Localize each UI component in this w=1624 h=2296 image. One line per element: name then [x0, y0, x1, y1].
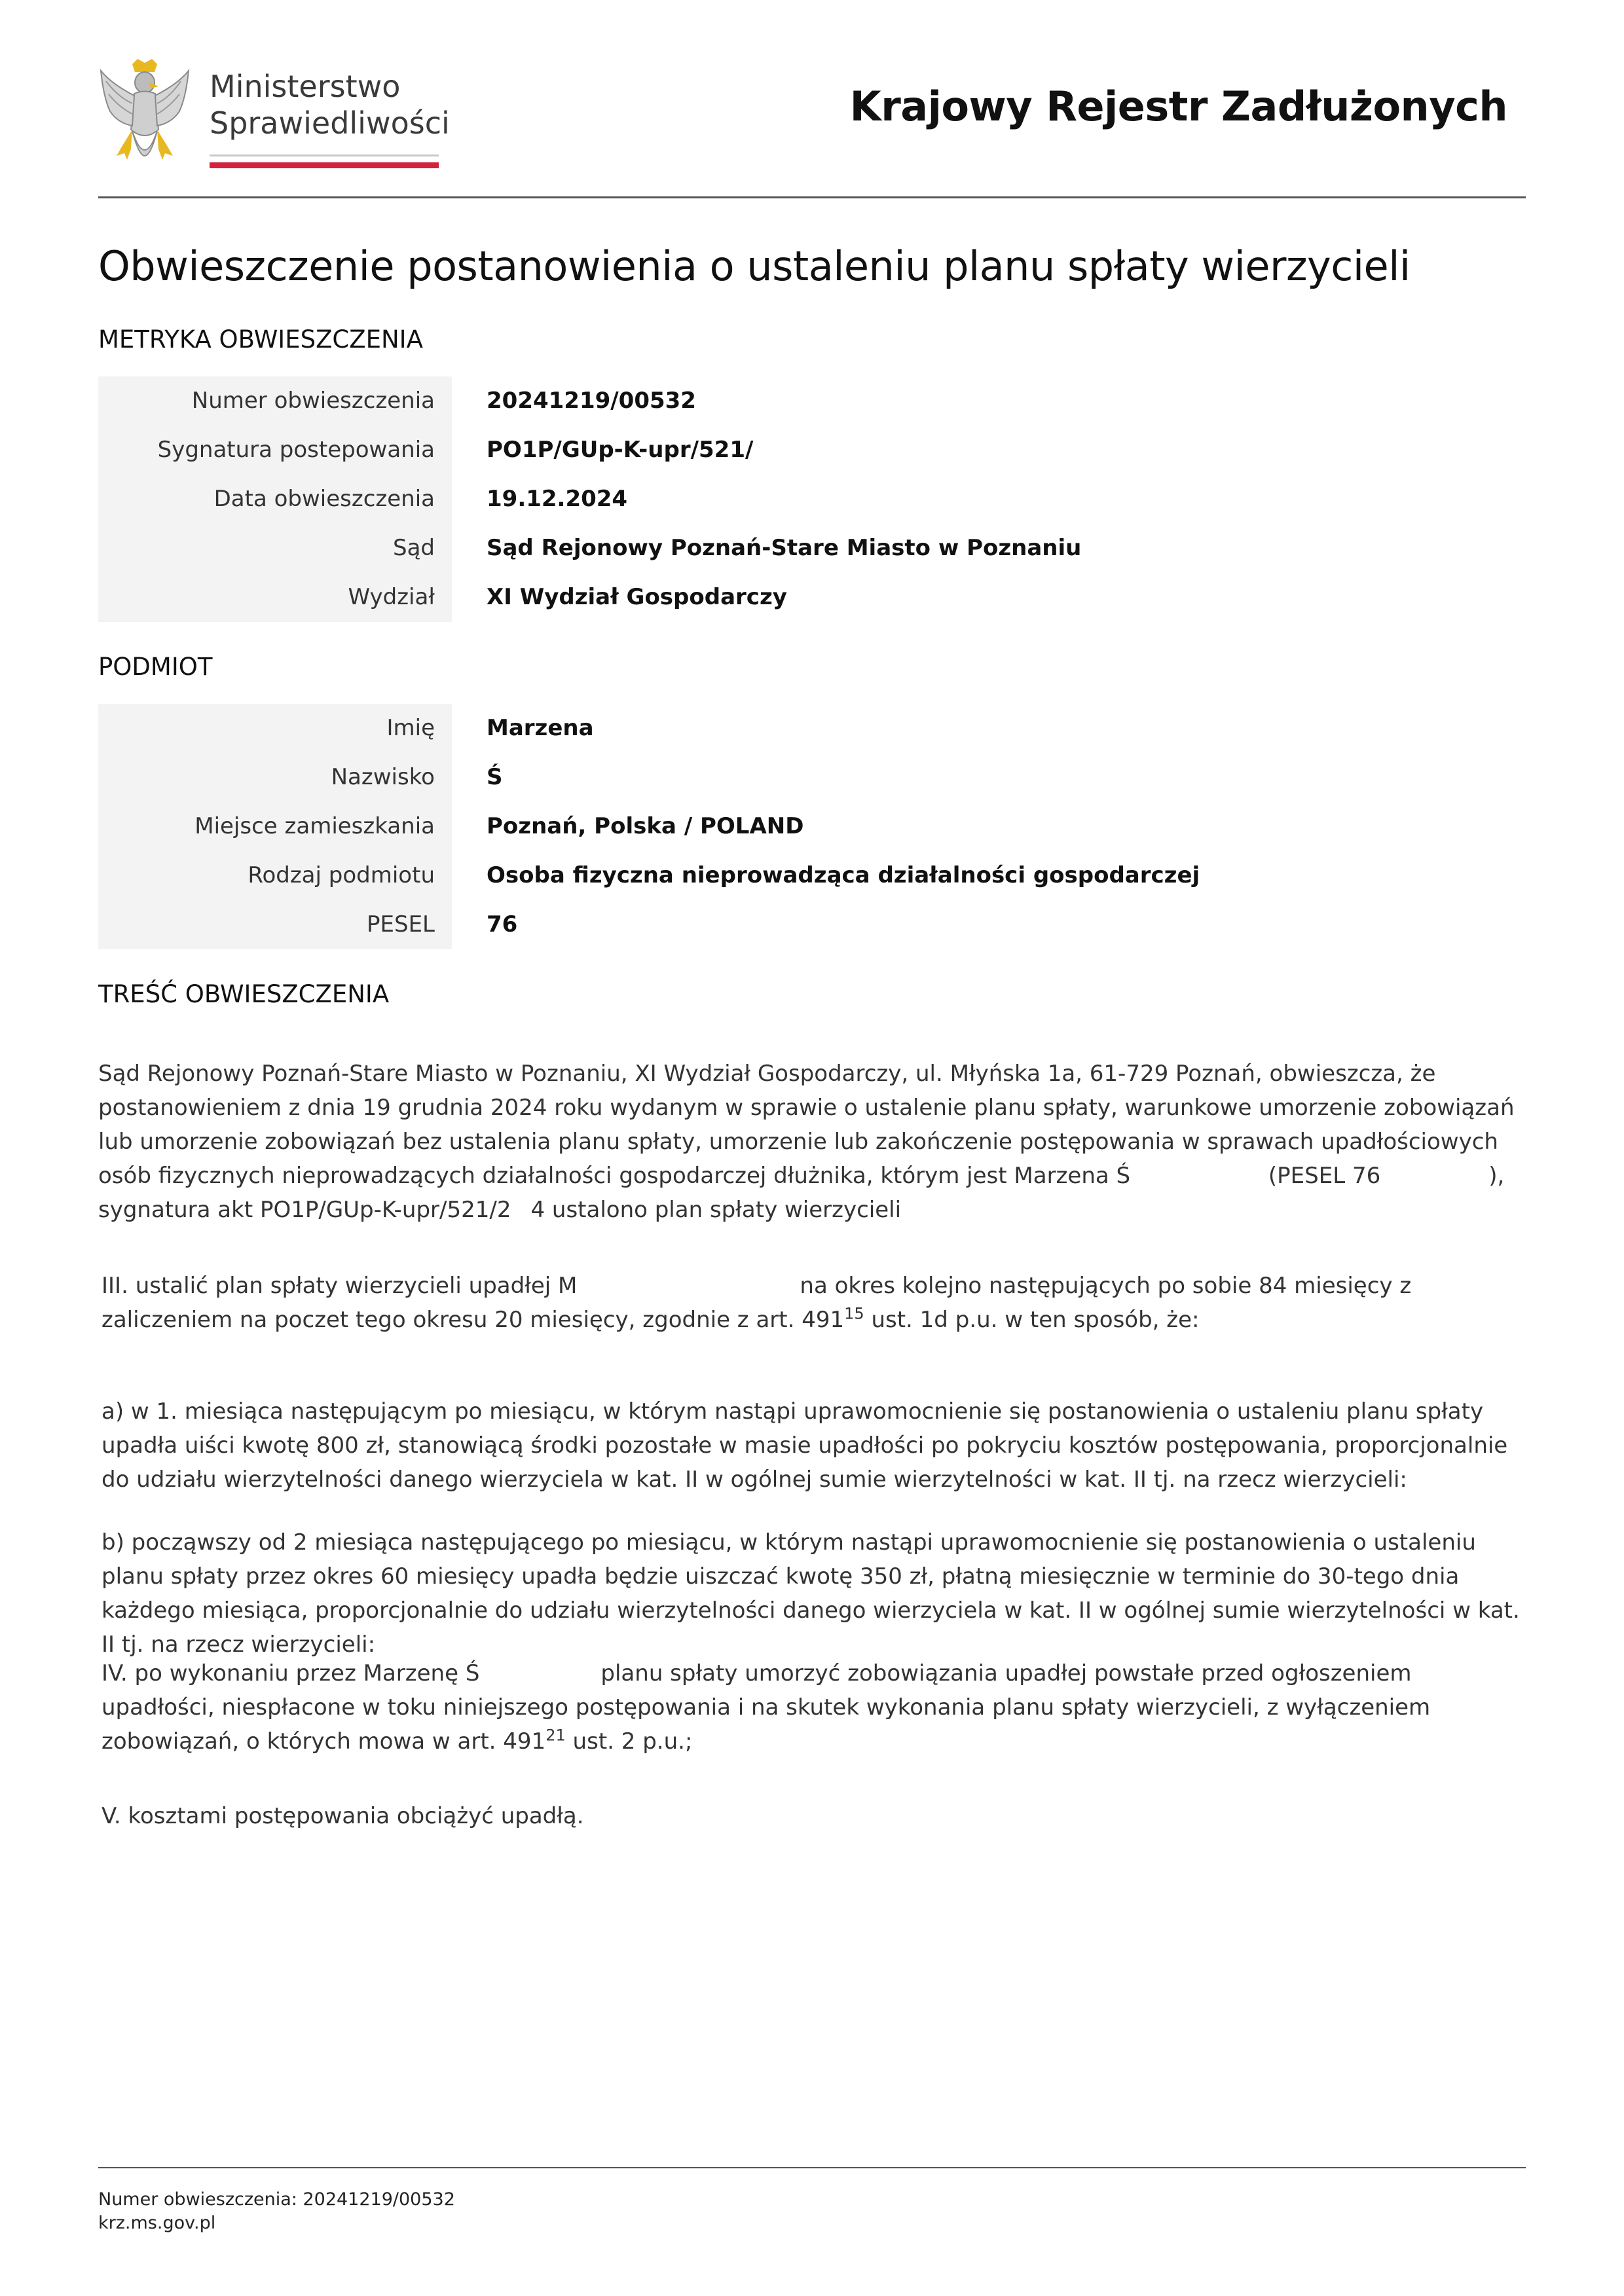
podmiot-key: Miejsce zamieszkania	[98, 802, 452, 851]
podmiot-value: Osoba fizyczna nieprowadząca działalności gospodarczej	[487, 862, 1200, 888]
metryka-row	[98, 376, 1211, 426]
metryka-value: XI Wydział Gospodarczy	[487, 584, 787, 610]
redaction	[1380, 1159, 1488, 1193]
podmiot-key: Imię	[98, 704, 452, 753]
point-iv-text-a: IV. po wykonaniu przez Marzenę Ś	[101, 1660, 480, 1686]
metryka-table	[98, 376, 1211, 622]
podmiot-row	[98, 900, 1211, 949]
footer	[98, 2188, 455, 2235]
redaction	[511, 1193, 530, 1227]
podmiot-row	[98, 851, 1211, 900]
podmiot-key: Nazwisko	[98, 753, 452, 802]
point-a-text: a) w 1. miesiąca następującym po miesiącu, w którym nastąpi uprawomocnienie się postanowienia o ustaleniu planu spłaty upadła uiści kwotę 800 zł, stanowiącą środki pozostałe w masie upadłości po pokryciu kosztów postępowania, proporcjonalnie do udziału wierzytelności danego wierzyciela w kat. II w ogólnej sumie wierzytelności w kat. II tj. na rzecz wierzycieli:	[101, 1398, 1508, 1493]
podmiot-value: Marzena	[487, 715, 594, 741]
point-iv-text-b: planu spłaty umorzyć zobowiązania upadłej powstałe przed ogłoszeniem upadłości, niespłacone w toku niniejszego postępowania i na skutek wykonania planu spłaty wierzycieli, z wyłączeniem zobowiązań, o których mowa w art. 491	[101, 1660, 1431, 1755]
redaction	[479, 1656, 600, 1690]
point-iii-text-a: III. ustalić plan spłaty wierzycieli upadłej M	[101, 1273, 578, 1299]
metryka-value: Sąd Rejonowy Poznań-Stare Miasto w Poznaniu	[487, 535, 1082, 561]
podmiot-heading: PODMIOT	[98, 653, 213, 681]
podmiot-row	[98, 802, 1211, 851]
ministry-name	[210, 68, 450, 141]
point-iv	[101, 1656, 1529, 1758]
point-iii-text-b: na okres kolejno następujących po sobie 84 miesięcy z zaliczeniem na poczet tego okresu 20 miesięcy, zgodnie z art. 491	[101, 1273, 1412, 1333]
metryka-value: PO1P/GUp-K-upr/521/	[487, 437, 754, 463]
metryka-key: Data obwieszczenia	[98, 475, 452, 524]
logo-red-bar	[210, 162, 439, 168]
podmiot-value: 76	[487, 911, 518, 938]
podmiot-value: Ś	[487, 764, 503, 790]
podmiot-value: Poznań, Polska / POLAND	[487, 813, 804, 839]
intro-paragraph	[98, 1057, 1529, 1227]
header-divider	[98, 196, 1526, 198]
logo-divider	[210, 155, 439, 156]
metryka-value: 20241219/00532	[487, 388, 696, 414]
metryka-key: Numer obwieszczenia	[98, 376, 452, 426]
ministry-logo	[98, 58, 452, 174]
metryka-row	[98, 475, 1211, 524]
logo-line-2: Sprawiedliwości	[210, 105, 450, 141]
metryka-row	[98, 524, 1211, 573]
point-iii-text-c: ust. 1d p.u. w ten sposób, że:	[864, 1307, 1200, 1333]
page-title: Obwieszczenie postanowienia o ustaleniu planu spłaty wierzycieli	[98, 242, 1411, 290]
eagle-emblem-icon	[98, 58, 191, 172]
point-b-text: b) począwszy od 2 miesiąca następującego po miesiącu, w którym nastąpi uprawomocnienie się postanowienia o ustaleniu planu spłaty przez okres 60 miesięcy upadła będzie uiszczać kwotę 350 zł, płatną miesięcznie w terminie do 30-tego dnia każdego miesiąca, proporcjonalnie do udziału wierzytelności danego wierzyciela w kat. II w ogólnej sumie wierzytelności w kat. II tj. na rzecz wierzycieli:	[101, 1529, 1520, 1658]
point-iii-sup: 15	[844, 1304, 864, 1323]
metryka-key: Wydział	[98, 573, 452, 622]
footer-site: krz.ms.gov.pl	[98, 2213, 216, 2233]
metryka-key: Sąd	[98, 524, 452, 573]
podmiot-row	[98, 753, 1211, 802]
point-iii	[101, 1269, 1529, 1337]
metryka-row	[98, 573, 1211, 622]
metryka-row	[98, 426, 1211, 475]
point-a	[101, 1394, 1529, 1497]
registry-title: Krajowy Rejestr Zadłużonych	[849, 82, 1507, 130]
podmiot-key: PESEL	[98, 900, 452, 949]
footer-divider	[98, 2167, 1526, 2168]
podmiot-row	[98, 704, 1211, 753]
metryka-key: Sygnatura postepowania	[98, 426, 452, 475]
redaction	[577, 1269, 800, 1303]
point-iv-sup: 21	[545, 1726, 566, 1745]
tresc-heading: TREŚĆ OBWIESZCZENIA	[98, 980, 390, 1008]
point-b	[101, 1525, 1529, 1662]
point-v	[101, 1799, 1529, 1833]
footer-number: Numer obwieszczenia: 20241219/00532	[98, 2189, 455, 2210]
point-iv-text-c: ust. 2 p.u.;	[565, 1728, 693, 1755]
podmiot-key: Rodzaj podmiotu	[98, 851, 452, 900]
podmiot-table	[98, 704, 1211, 949]
metryka-value: 19.12.2024	[487, 486, 628, 512]
redaction	[1130, 1159, 1261, 1193]
logo-line-1: Ministerstwo	[210, 69, 401, 104]
intro-text-c: ), sygnatura akt PO1P/GUp-K-upr/521/2	[98, 1163, 1505, 1223]
metryka-heading: METRYKA OBWIESZCZENIA	[98, 325, 423, 354]
point-v-text: V. kosztami postępowania obciążyć upadłą.	[101, 1803, 584, 1829]
intro-text-d: 4 ustalono plan spłaty wierzycieli	[530, 1197, 902, 1223]
intro-text-a: Sąd Rejonowy Poznań-Stare Miasto w Poznaniu, XI Wydział Gospodarczy, ul. Młyńska 1a, 61-729 Poznań, obwieszcza, że postanowieniem z dnia 19 grudnia 2024 roku wydanym w sprawie o ustalenie planu spłaty, warunkowe umorzenie zobowiązań lub umorzenie zobowiązań bez ustalenia planu spłaty, umorzenie lub zakończenie postępowania w sprawach upadłościowych osób fizycznych nieprowadzących działalności gospodarczej dłużnika, którym jest Marzena Ś	[98, 1061, 1515, 1189]
intro-text-b: (PESEL 76	[1268, 1163, 1381, 1189]
